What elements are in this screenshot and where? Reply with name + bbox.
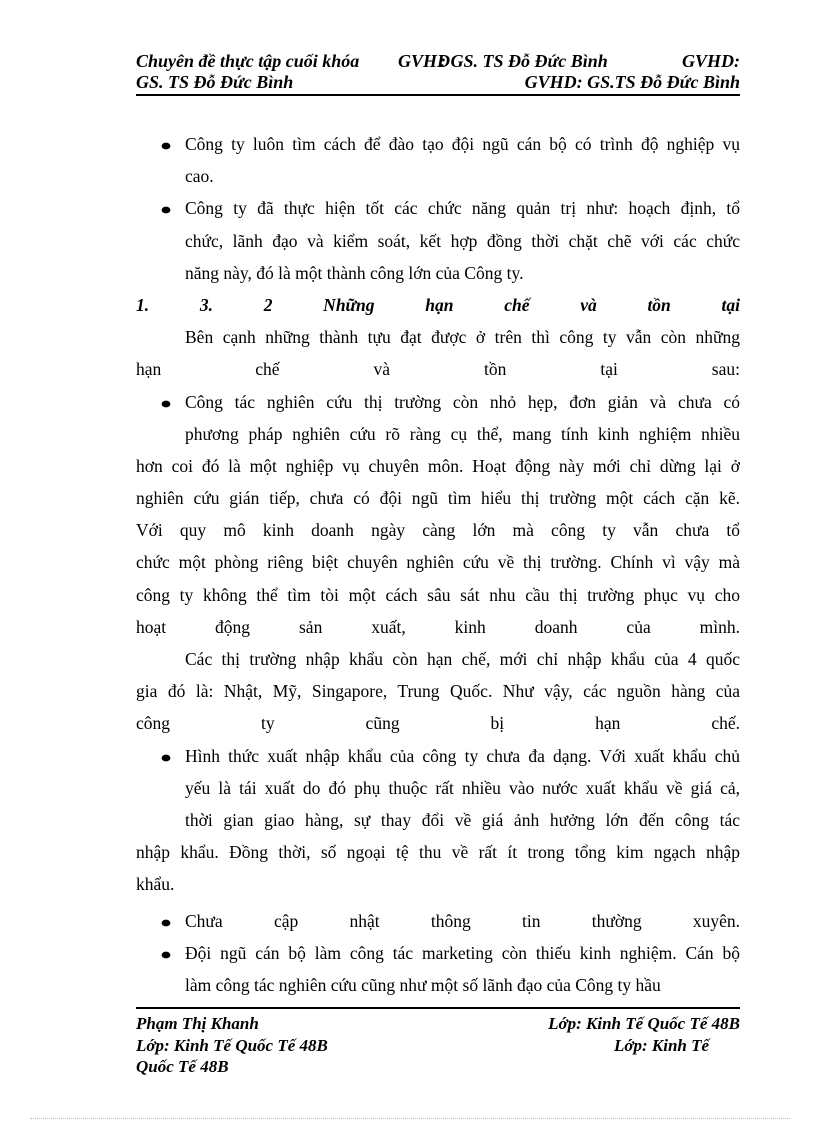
bullet-icon (162, 207, 171, 214)
footer-class-3: Lớp: Kinh Tế (614, 1036, 710, 1055)
text-line: Công tác nghiên cứu thị trường còn nhỏ hẹp, đơn giản và chưa có (185, 391, 740, 412)
text-line: cao. (185, 166, 214, 187)
bullet-icon (162, 951, 171, 958)
text-line: hạn chế và tồn tại sau: (136, 359, 740, 380)
text-line: chức, lãnh đạo và kiểm soát, kết hợp đồng thời chặt chẽ với các chức (185, 230, 740, 251)
text-line: khẩu. (136, 874, 175, 895)
text-line: nhập khẩu. Đồng thời, số ngoại tệ thu về rất ít trong tổng kim ngạch nhập (136, 842, 740, 863)
text-line: Các thị trường nhập khẩu còn hạn chế, mới chỉ nhập khẩu của 4 quốc (185, 649, 740, 669)
bullet-icon (162, 754, 171, 761)
text-line: Với quy mô kinh doanh ngày càng lớn mà công ty vẫn chưa tổ (136, 520, 740, 541)
text-line: công ty không thể tìm tòi một cách sâu sát nhu cầu thị trường phục vụ cho (136, 584, 740, 605)
section-heading: 1. 3. 2 Những hạn chế và tồn tại (136, 294, 740, 315)
footer-class: Lớp: Kinh Tế Quốc Tế 48B (548, 1014, 740, 1033)
text-line: nghiên cứu gián tiếp, chưa có đội ngũ tìm hiểu thị trường một cách cặn kẽ. (136, 488, 740, 509)
text-line: năng này, đó là một thành công lớn của Công ty. (185, 262, 524, 283)
text-line: làm công tác nghiên cứu cũng như một số lãnh đạo của Công ty hầu (185, 974, 661, 995)
footer-line-2 (136, 1035, 740, 1057)
bullet-item (136, 740, 740, 772)
header-rule (136, 94, 740, 96)
page-body (136, 128, 740, 1001)
header-supervisor-name: : GS. TS Đỗ Đức Bình (440, 51, 608, 71)
text-line: gia đó là: Nhật, Mỹ, Singapore, Trung Quốc. Như vậy, các nguồn hàng của (136, 681, 740, 702)
text-line: Công ty đã thực hiện tốt các chức năng quản trị như: hoạch định, tổ (185, 198, 740, 219)
header-doc-title: Chuyên đề thực tập cuối khóa (136, 51, 360, 71)
text-line: hoạt động sản xuất, kinh doanh của mình. (136, 616, 740, 637)
text-line: Bên cạnh những thành tựu đạt được ở trên thì công ty vẫn còn những (185, 327, 740, 348)
text-line: yếu là tái xuất do đó phụ thuộc rất nhiều vào nước xuất khẩu về giá cả, (185, 777, 740, 798)
text-line: Hình thức xuất nhập khẩu của công ty chưa đa dạng. Với xuất khẩu chủ (185, 745, 740, 766)
header-supervisor-label: GVHD (398, 51, 451, 71)
text-line: phương pháp nghiên cứu rõ ràng cụ thể, mang tính kinh nghiệm nhiều (185, 423, 740, 444)
header-supervisor-full: GVHD: GS.TS Đỗ Đức Bình (524, 72, 740, 92)
text-line: Công ty luôn tìm cách để đào tạo đội ngũ cán bộ có trình độ nghiệp vụ (185, 134, 740, 154)
footer-class-3-cont: Quốc Tế 48B (136, 1057, 229, 1076)
footer-line-3 (136, 1056, 740, 1078)
text-line: Chưa cập nhật thông tin thường xuyên. (185, 910, 740, 931)
bullet-item (136, 192, 740, 224)
footer-author: Phạm Thị Khanh (136, 1014, 259, 1033)
bullet-item (136, 128, 740, 160)
footer-rule (136, 1007, 740, 1009)
page-edge-divider (30, 1118, 790, 1119)
footer-class-2: Lớp: Kinh Tế Quốc Tế 48B (136, 1036, 328, 1055)
text-line: hơn coi đó là một nghiệp vụ chuyên môn. Hoạt động này mới chỉ dừng lại ở (136, 455, 740, 476)
bullet-item (136, 905, 740, 937)
bullet-item (136, 937, 740, 969)
footer-line-1 (136, 1013, 740, 1035)
text-line: thời gian giao hàng, sự thay đổi về giá ảnh hưởng lớn đến công tác (185, 809, 740, 830)
text-line: chức một phòng riêng biệt chuyên nghiên cứu về thị trường. Chính vì vậy mà (136, 552, 740, 573)
text-line: công ty cũng bị hạn chế. (136, 713, 740, 734)
header-line-2 (136, 71, 740, 93)
bullet-item (136, 386, 740, 418)
bullet-icon (162, 400, 171, 407)
text-line: Đội ngũ cán bộ làm công tác marketing còn thiếu kinh nghiệm. Cán bộ (185, 942, 740, 963)
header-supervisor-label-2: GVHD: (682, 51, 740, 71)
bullet-icon (162, 143, 171, 150)
bullet-icon (162, 919, 171, 926)
header-line-1 (136, 50, 740, 72)
header-supervisor-name-2: GS. TS Đỗ Đức Bình (136, 72, 294, 92)
